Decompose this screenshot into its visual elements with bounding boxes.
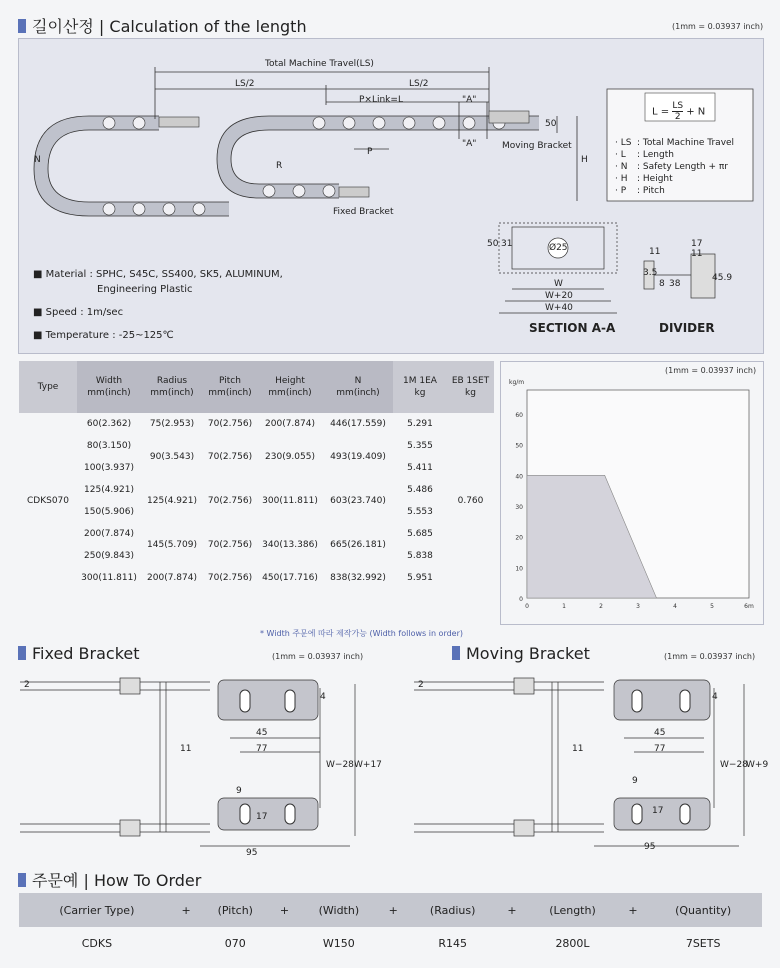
- th-eb: EB 1SET kg: [447, 361, 494, 413]
- pitch-cell: 70(2.756): [203, 413, 257, 435]
- pitch-cell: 70(2.756): [203, 567, 257, 589]
- sec-dim-50: 50: [487, 239, 499, 249]
- material-label: Material: [45, 269, 87, 280]
- order-header-cell: (Pitch): [197, 893, 273, 927]
- fb-dim-w28: W−28: [326, 760, 354, 770]
- pitch-cell: 70(2.756): [203, 523, 257, 567]
- th-1m: 1M 1EA kg: [393, 361, 447, 413]
- legend-key: · P: [615, 186, 627, 196]
- fb-dim-45: 45: [256, 728, 268, 738]
- order-value-row: [19, 927, 762, 959]
- div-dim-8: 8: [659, 279, 665, 289]
- pxlink-label: P×Link=L: [359, 95, 403, 105]
- mb-dim-45: 45: [654, 728, 666, 738]
- fb-dim-4: 4: [320, 692, 326, 702]
- mb-dim-w28: W−28: [720, 760, 748, 770]
- weight-cell: 5.685: [393, 523, 447, 545]
- legend-key: · LS: [615, 138, 632, 148]
- radius-cell: 75(2.953): [141, 413, 203, 435]
- spec-notes: [33, 267, 283, 343]
- th-width: Width mm(inch): [77, 361, 141, 413]
- calc-title-en: Calculation of the length: [109, 17, 307, 36]
- sec-dim-dia: Ø25: [549, 243, 568, 253]
- calc-section-title: 길이산정 | Calculation of the length: [18, 14, 307, 37]
- order-title-en: How To Order: [93, 871, 202, 890]
- ls2-left-label: LS/2: [235, 79, 255, 89]
- radius-cell: 145(5.709): [141, 523, 203, 567]
- order-value-cell: W150: [322, 936, 355, 950]
- sec-dim-w: W: [554, 279, 563, 289]
- legend-item: [615, 161, 734, 173]
- th-type: Type: [19, 361, 77, 413]
- fixed-bracket-unit: (1mm = 0.03937 inch): [272, 652, 364, 661]
- width-cell: 300(11.811): [77, 567, 141, 589]
- moving-bracket-unit: (1mm = 0.03937 inch): [664, 652, 756, 661]
- legend-item: [615, 149, 734, 161]
- order-plus: +: [382, 893, 405, 927]
- height-cell: 200(7.874): [257, 413, 323, 435]
- mb-dim-17: 17: [652, 806, 664, 816]
- total-travel-label: Total Machine Travel(LS): [265, 59, 374, 69]
- order-value-cell: 070: [224, 936, 246, 950]
- moving-bracket-label: Moving Bracket: [502, 141, 572, 151]
- legend-val: : Total Machine Travel: [637, 138, 735, 148]
- legend-key: · L: [615, 150, 626, 160]
- n-cell: 493(19.409): [323, 435, 393, 479]
- order-header-cell: (Radius): [405, 893, 501, 927]
- width-cell: 150(5.906): [77, 501, 141, 523]
- order-spacer: [175, 927, 198, 959]
- order-value-cell: 2800L: [555, 936, 590, 950]
- chart-x-tick-label: 1: [562, 603, 566, 610]
- speed-label: Speed: [45, 307, 77, 318]
- legend-key: · H: [615, 174, 628, 184]
- formula-den: 2: [674, 112, 681, 122]
- formula-num: LS: [672, 101, 684, 111]
- div-dim-35: 3.5: [643, 268, 658, 278]
- th-n: N mm(inch): [323, 361, 393, 413]
- chart-x-tick-label: 3: [636, 603, 640, 610]
- mb-dim-77: 77: [654, 744, 666, 754]
- div-dim-11: 11: [649, 247, 661, 257]
- pitch-cell: 70(2.756): [203, 479, 257, 523]
- chart-x-tick-label: 6m: [744, 603, 754, 610]
- order-value-cell: CDKS: [81, 936, 113, 950]
- table-row: [19, 413, 494, 435]
- table-row: [19, 567, 494, 589]
- radius-cell: 200(7.874): [141, 567, 203, 589]
- div-dim-459: 45.9: [712, 273, 733, 283]
- th-radius: Radius mm(inch): [141, 361, 203, 413]
- temp-label: Temperature: [45, 330, 109, 341]
- legend-val: : Length: [637, 150, 674, 160]
- chart-y-axis-label: kg/m: [509, 379, 525, 386]
- mb-dim-95: 95: [644, 842, 656, 852]
- table-note: * Width 주문에 따라 제작가능 (Width follows in order): [260, 629, 464, 638]
- fb-dim-2: 2: [24, 680, 30, 690]
- r-label: R: [276, 161, 283, 171]
- width-cell: 80(3.150): [77, 435, 141, 457]
- legend-item: [615, 173, 734, 185]
- material-row: ■ Material : SPHC, S45C, SS400, SK5, ALUMINUM,: [33, 269, 283, 280]
- section-aa-title: SECTION A-A: [529, 321, 616, 335]
- a-bottom-label: "A": [462, 139, 477, 149]
- a-top-label: "A": [462, 95, 477, 105]
- pitch-cell: 70(2.756): [203, 435, 257, 479]
- spec-table: [19, 361, 494, 589]
- chart-unit: (1mm = 0.03937 inch): [665, 366, 757, 375]
- chart-x-tick-label: 0: [525, 603, 529, 610]
- section-marker: [18, 19, 26, 33]
- section-marker: [18, 646, 26, 660]
- legend-key: · N: [615, 162, 628, 172]
- chart-x-tick-label: 5: [710, 603, 714, 610]
- chart-x-tick-label: 2: [599, 603, 603, 610]
- eb-weight-cell: 0.760: [447, 413, 494, 589]
- legend-val: : Height: [637, 174, 673, 184]
- n-cell: 603(23.740): [323, 479, 393, 523]
- order-table: [19, 893, 762, 959]
- sec-dim-31: 31: [501, 239, 513, 249]
- legend-val: : Pitch: [637, 186, 665, 196]
- fb-dim-95: 95: [246, 848, 258, 858]
- width-cell: 200(7.874): [77, 523, 141, 545]
- weight-cell: 5.355: [393, 435, 447, 457]
- th-height: Height mm(inch): [257, 361, 323, 413]
- sec-dim-w40: W+40: [545, 303, 573, 313]
- formula: [652, 101, 705, 122]
- div-dim-17: 17: [691, 239, 703, 249]
- chart-y-tick-label: 0: [519, 596, 523, 603]
- weight-cell: 5.486: [393, 479, 447, 501]
- h-label: H: [581, 155, 588, 165]
- fifty-label: 50: [545, 119, 557, 129]
- order-header-cell: (Width): [296, 893, 382, 927]
- order-header-cell: (Quantity): [644, 893, 762, 927]
- fb-dim-77: 77: [256, 744, 268, 754]
- table-row: [19, 523, 494, 545]
- moving-bracket-title: [452, 644, 590, 663]
- chart-y-tick-label: 60: [515, 412, 523, 419]
- speed-value: : 1m/sec: [80, 307, 124, 318]
- height-cell: 300(11.811): [257, 479, 323, 523]
- order-plus: +: [622, 893, 645, 927]
- mb-dim-9: 9: [632, 776, 638, 786]
- mb-dim-2: 2: [418, 680, 424, 690]
- speed-row: ■ Speed : 1m/sec: [33, 307, 124, 318]
- moving-bracket-title-text: Moving Bracket: [466, 644, 590, 663]
- width-cell: 125(4.921): [77, 479, 141, 501]
- ls2-right-label: LS/2: [409, 79, 429, 89]
- weight-cell: 5.838: [393, 545, 447, 567]
- type-cell: CDKS070: [19, 413, 77, 589]
- temp-value: : -25~125℃: [112, 330, 174, 341]
- order-spacer: [501, 927, 524, 959]
- n-cell: 665(26.181): [323, 523, 393, 567]
- weight-cell: 5.951: [393, 567, 447, 589]
- fb-dim-11: 11: [180, 744, 192, 754]
- p-label: P: [367, 147, 373, 157]
- calc-panel: [18, 38, 764, 354]
- mb-dim-11: 11: [572, 744, 584, 754]
- order-plus: +: [175, 893, 198, 927]
- radius-cell: 90(3.543): [141, 435, 203, 479]
- spec-header-row: [19, 361, 494, 413]
- height-cell: 340(13.386): [257, 523, 323, 567]
- th-pitch: Pitch mm(inch): [203, 361, 257, 413]
- table-row: [19, 435, 494, 457]
- legend-list: [615, 137, 734, 197]
- order-header-cell: (Length): [523, 893, 621, 927]
- sec-dim-w20: W+20: [545, 291, 573, 301]
- div-dim-11b: 11: [691, 249, 703, 259]
- weight-cell: 5.291: [393, 413, 447, 435]
- width-cell: 100(3.937): [77, 457, 141, 479]
- weight-cell: 5.553: [393, 501, 447, 523]
- material-value: : SPHC, S45C, SS400, SK5, ALUMINUM,: [89, 269, 283, 280]
- order-header-row: [19, 893, 762, 927]
- legend-item: [615, 185, 734, 197]
- table-row: [19, 479, 494, 501]
- section-marker: [452, 646, 460, 660]
- legend-val: : Safety Length + πr: [637, 162, 728, 172]
- order-spacer: [622, 927, 645, 959]
- section-marker: [18, 873, 26, 887]
- chart-x-tick-label: 4: [673, 603, 677, 610]
- div-dim-38: 38: [669, 279, 681, 289]
- weight-cell: 5.411: [393, 457, 447, 479]
- width-cell: 250(9.843): [77, 545, 141, 567]
- temp-row: ■ Temperature : -25~125℃: [33, 330, 174, 341]
- calc-title-kr: 길이산정: [32, 17, 94, 36]
- order-title: 주문예 | How To Order: [18, 868, 201, 891]
- moving-bracket-drawing: [404, 668, 774, 868]
- fixed-bracket-label: Fixed Bracket: [333, 207, 394, 217]
- fb-dim-17: 17: [256, 812, 268, 822]
- fb-dim-w17: W+17: [354, 760, 382, 770]
- mb-dim-w9: W+9: [746, 760, 769, 770]
- order-spacer: [273, 927, 296, 959]
- legend-item: [615, 137, 734, 149]
- order-title-kr: 주문예: [32, 871, 79, 890]
- mb-dim-4: 4: [712, 692, 718, 702]
- load-chart: [501, 362, 763, 624]
- order-header-cell: (Carrier Type): [19, 893, 175, 927]
- fb-dim-9: 9: [236, 786, 242, 796]
- chart-y-tick-label: 10: [515, 565, 523, 573]
- fixed-bracket-title-text: Fixed Bracket: [32, 644, 140, 663]
- height-cell: 230(9.055): [257, 435, 323, 479]
- chart-panel: [500, 361, 764, 625]
- order-plus: +: [501, 893, 524, 927]
- order-spacer: [382, 927, 405, 959]
- order-plus: +: [273, 893, 296, 927]
- fixed-bracket-title: [18, 644, 140, 663]
- chart-y-tick-label: 50: [515, 442, 523, 450]
- chart-y-tick-label: 30: [515, 504, 523, 511]
- chart-y-tick-label: 20: [515, 534, 523, 542]
- chart-y-tick-label: 40: [515, 473, 523, 481]
- order-value-cell: 7SETS: [685, 936, 721, 950]
- divider-title: DIVIDER: [659, 321, 715, 335]
- n-cell: 838(32.992): [323, 567, 393, 589]
- order-value-cell: R145: [438, 936, 467, 950]
- n-label: N: [34, 155, 41, 165]
- n-cell: 446(17.559): [323, 413, 393, 435]
- width-cell: 60(2.362): [77, 413, 141, 435]
- formula-lhs: L =: [652, 106, 673, 118]
- radius-cell: 125(4.921): [141, 479, 203, 523]
- material-value2: Engineering Plastic: [97, 284, 193, 295]
- height-cell: 450(17.716): [257, 567, 323, 589]
- formula-rhs: + N: [686, 106, 706, 118]
- calc-unit: (1mm = 0.03937 inch): [672, 22, 764, 31]
